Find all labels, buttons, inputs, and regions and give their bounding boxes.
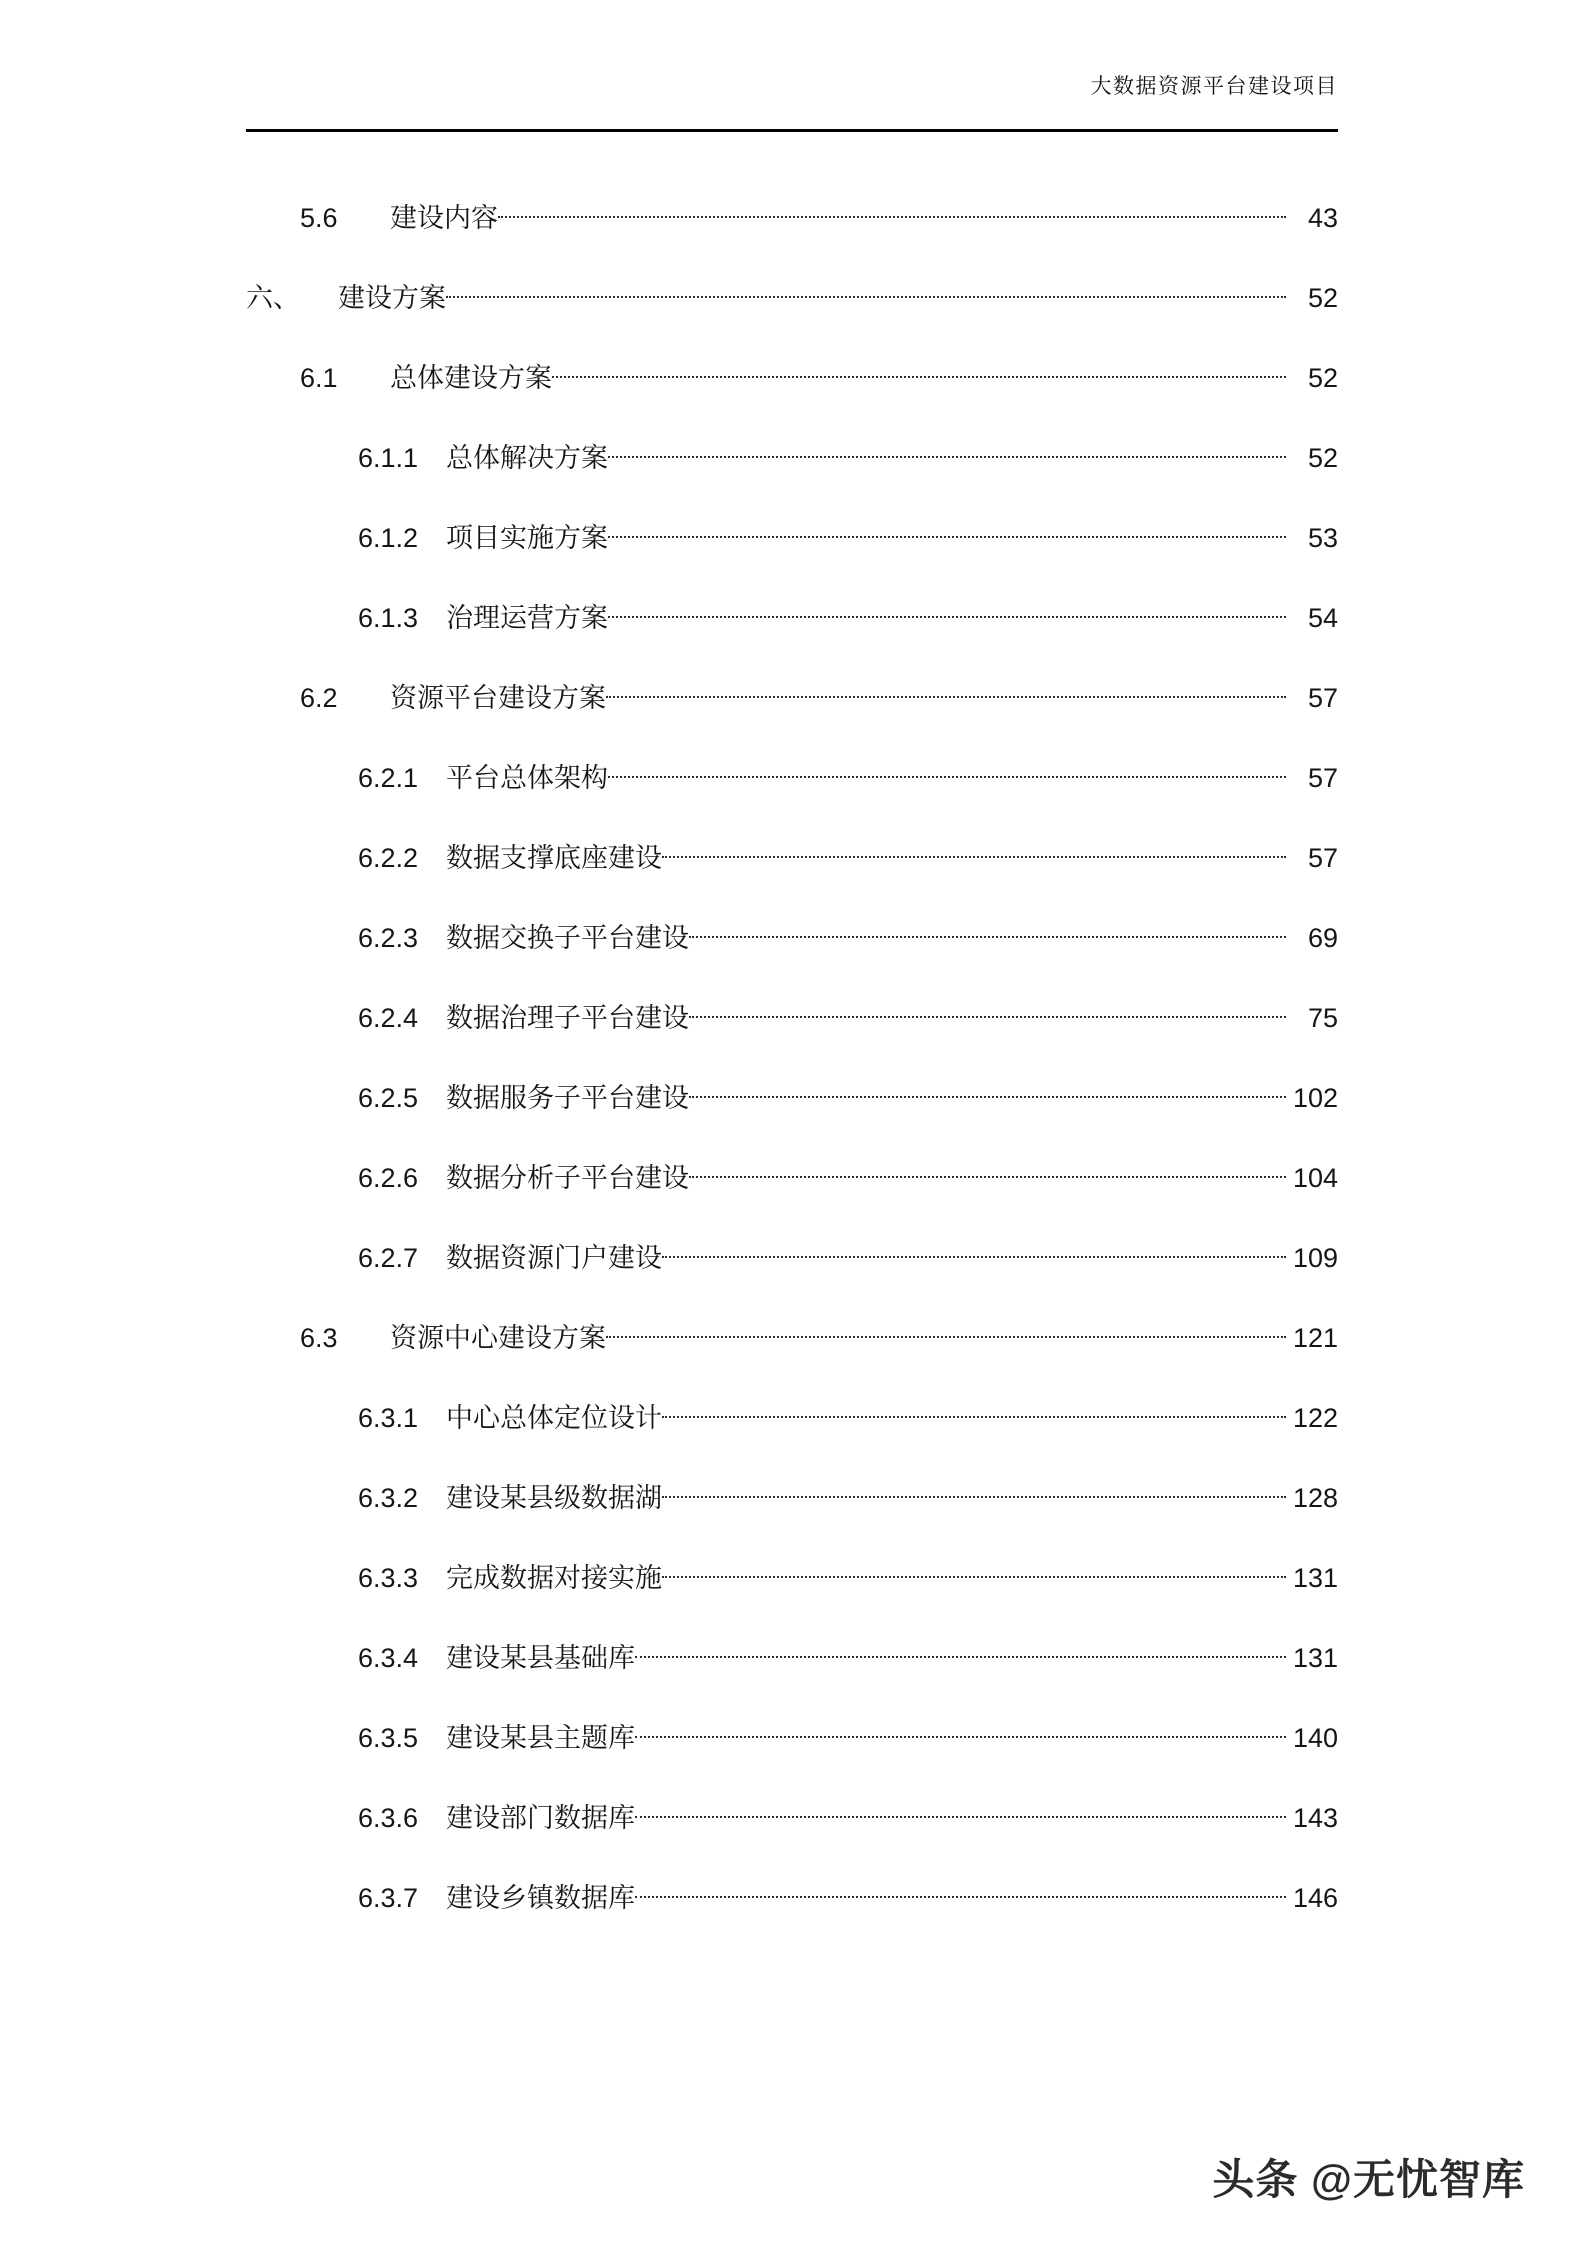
toc-entry[interactable] [246,1396,1338,1476]
toc-entry-title: 资源中心建设方案 [390,1323,606,1353]
toc-entry-page-number: 75 [1307,1003,1338,1033]
toc-entry-title: 建设某县基础库 [446,1643,635,1673]
toc-entry-number: 6.2.6 [358,1163,419,1193]
toc-entry-title: 数据资源门户建设 [446,1243,662,1273]
toc-entry[interactable] [246,1156,1338,1236]
toc-entry-page-number: 109 [1292,1243,1338,1273]
toc-entry-number: 6.3.5 [358,1723,419,1753]
toc-entry[interactable] [246,516,1338,596]
toc-dot-leader [606,691,1286,707]
toc-entry-title: 建设某县级数据湖 [446,1483,662,1513]
toc-entry[interactable] [246,996,1338,1076]
toc-entry-title: 治理运营方案 [446,603,608,633]
toc-entry-number: 6.2.2 [358,843,419,873]
header-divider [246,129,1338,132]
toc-dot-leader [635,1811,1286,1827]
toc-entry-number: 6.1 [300,363,338,393]
toc-entry-title: 资源平台建设方案 [390,683,606,713]
toc-entry-number: 6.1.1 [358,443,419,473]
toc-dot-leader [662,1251,1286,1267]
toc-entry[interactable] [246,276,1338,356]
toc-entry-title: 数据治理子平台建设 [446,1003,689,1033]
table-of-contents [246,196,1338,1956]
toc-entry-page-number: 131 [1292,1643,1338,1673]
toc-entry-page-number: 69 [1307,923,1338,953]
toc-dot-leader [608,771,1286,787]
toc-entry-title: 总体解决方案 [446,443,608,473]
toc-entry-page-number: 57 [1307,683,1338,713]
toc-entry-number: 5.6 [300,203,338,233]
toc-entry-page-number: 146 [1292,1883,1338,1913]
toc-entry-page-number: 128 [1292,1483,1338,1513]
toc-entry-number: 六、 [246,283,300,313]
toc-entry[interactable] [246,916,1338,996]
toc-entry[interactable] [246,1636,1338,1716]
toc-entry-number: 6.3.6 [358,1803,419,1833]
toc-dot-leader [662,1491,1286,1507]
toc-entry-number: 6.3.1 [358,1403,419,1433]
watermark: 头条 @无忧智库 [1212,2156,1525,2203]
toc-entry-number: 6.2.7 [358,1243,419,1273]
toc-entry-page-number: 121 [1292,1323,1338,1353]
toc-entry-page-number: 57 [1307,763,1338,793]
toc-entry-page-number: 131 [1292,1563,1338,1593]
toc-entry-title: 建设乡镇数据库 [446,1883,635,1913]
toc-entry-number: 6.1.2 [358,523,419,553]
toc-entry-page-number: 54 [1307,603,1338,633]
toc-entry-title: 数据支撑底座建设 [446,843,662,873]
toc-entry-title: 建设某县主题库 [446,1723,635,1753]
toc-entry-page-number: 52 [1307,283,1338,313]
toc-entry-page-number: 57 [1307,843,1338,873]
toc-entry-number: 6.3.7 [358,1883,419,1913]
toc-entry[interactable] [246,1716,1338,1796]
toc-entry-title: 建设方案 [338,283,446,313]
toc-entry[interactable] [246,1316,1338,1396]
toc-entry-page-number: 122 [1292,1403,1338,1433]
toc-entry-number: 6.2 [300,683,338,713]
toc-dot-leader [689,1171,1286,1187]
toc-entry-number: 6.3 [300,1323,338,1353]
toc-entry-page-number: 53 [1307,523,1338,553]
toc-dot-leader [662,1571,1286,1587]
toc-entry-page-number: 143 [1292,1803,1338,1833]
toc-dot-leader [552,371,1286,387]
toc-entry-number: 6.2.1 [358,763,419,793]
toc-entry-number: 6.3.2 [358,1483,419,1513]
toc-dot-leader [662,851,1286,867]
toc-entry-title: 数据分析子平台建设 [446,1163,689,1193]
toc-entry-title: 数据服务子平台建设 [446,1083,689,1113]
toc-entry[interactable] [246,836,1338,916]
toc-entry[interactable] [246,1076,1338,1156]
toc-dot-leader [689,931,1286,947]
toc-entry[interactable] [246,1876,1338,1956]
toc-dot-leader [446,291,1286,307]
toc-entry-title: 总体建设方案 [390,363,552,393]
toc-dot-leader [606,1331,1286,1347]
toc-entry[interactable] [246,356,1338,436]
toc-entry-number: 6.1.3 [358,603,419,633]
toc-entry-page-number: 104 [1292,1163,1338,1193]
toc-entry[interactable] [246,756,1338,836]
toc-entry[interactable] [246,596,1338,676]
toc-entry-number: 6.2.3 [358,923,419,953]
toc-dot-leader [498,211,1286,227]
page-header [246,74,1338,132]
header-title: 大数据资源平台建设项目 [1090,74,1338,98]
toc-entry-number: 6.2.4 [358,1003,419,1033]
toc-entry-number: 6.2.5 [358,1083,419,1113]
toc-dot-leader [635,1651,1286,1667]
toc-entry[interactable] [246,676,1338,756]
toc-dot-leader [662,1411,1286,1427]
toc-entry-page-number: 43 [1307,203,1338,233]
toc-entry-title: 建设部门数据库 [446,1803,635,1833]
toc-entry-title: 数据交换子平台建设 [446,923,689,953]
toc-entry-page-number: 140 [1292,1723,1338,1753]
toc-entry[interactable] [246,436,1338,516]
toc-entry[interactable] [246,1796,1338,1876]
toc-entry-page-number: 102 [1292,1083,1338,1113]
toc-entry-page-number: 52 [1307,363,1338,393]
toc-entry-title: 建设内容 [390,203,498,233]
toc-entry[interactable] [246,1236,1338,1316]
toc-entry-number: 6.3.3 [358,1563,419,1593]
toc-entry-title: 项目实施方案 [446,523,608,553]
toc-dot-leader [608,611,1286,627]
toc-entry-title: 中心总体定位设计 [446,1403,662,1433]
toc-dot-leader [635,1731,1286,1747]
toc-dot-leader [608,451,1286,467]
toc-entry-title: 平台总体架构 [446,763,608,793]
toc-entry[interactable] [246,1476,1338,1556]
toc-entry-page-number: 52 [1307,443,1338,473]
toc-dot-leader [689,1091,1286,1107]
toc-entry[interactable] [246,1556,1338,1636]
toc-entry-number: 6.3.4 [358,1643,419,1673]
toc-dot-leader [608,531,1286,547]
toc-dot-leader [635,1891,1286,1907]
toc-entry-title: 完成数据对接实施 [446,1563,662,1593]
toc-entry[interactable] [246,196,1338,276]
toc-dot-leader [689,1011,1286,1027]
